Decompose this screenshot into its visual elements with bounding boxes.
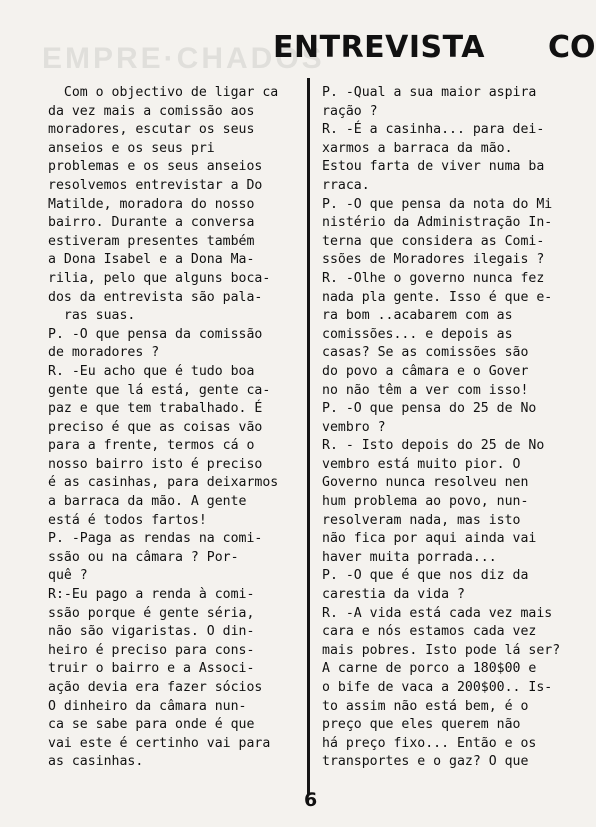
- text-line: resolvemos entrevistar a Do: [48, 177, 263, 193]
- text-line: as casinhas.: [48, 754, 144, 770]
- text-line: problemas e os seus anseios: [48, 159, 263, 175]
- column-divider: [307, 78, 310, 794]
- text-line: P. -O que pensa da nota do Mi: [322, 196, 553, 212]
- next-article-title-fragment: CO: [548, 30, 596, 65]
- text-line: do povo a câmara e o Gover: [322, 363, 529, 379]
- text-line: casas? Se as comissões são: [322, 345, 529, 361]
- text-line: o bife de vaca a 200$00.. Is-: [322, 680, 553, 695]
- text-line: nosso bairro isto é preciso: [48, 456, 263, 472]
- text-line: paz e que tem trabalhado. É: [48, 401, 263, 417]
- text-line: quê ?: [48, 568, 88, 584]
- text-line: anseios e os seus pri: [48, 140, 215, 156]
- text-line: resolveram nada, mas isto: [322, 512, 521, 528]
- text-line: P. -O que é que nos diz da: [322, 568, 529, 584]
- text-line: xarmos a barraca da mão.: [322, 140, 513, 156]
- text-line: ração ?: [322, 103, 378, 119]
- text-line: ra bom ..acabarem com as: [322, 308, 513, 324]
- text-line: preço que eles querem não: [322, 717, 521, 733]
- text-line: mais pobres. Isto pode lá ser?: [322, 642, 561, 658]
- text-line: vembro está muito pior. O: [322, 456, 521, 472]
- text-line: P. -O que pensa do 25 de No: [322, 401, 537, 417]
- text-line: hum problema ao povo, nun-: [322, 494, 529, 510]
- text-line: Governo nunca resolveu nen: [322, 475, 529, 491]
- text-line: Com o objectivo de ligar ca: [48, 85, 279, 100]
- text-line: bairro. Durante a conversa: [48, 215, 255, 231]
- text-line: nistério da Administração In-: [322, 215, 553, 231]
- text-line: R. -Eu acho que é tudo boa: [48, 363, 255, 379]
- text-line: vai este é certinho vai para: [48, 735, 271, 751]
- text-line: não são vigaristas. O din-: [48, 624, 255, 640]
- text-line: ação devia era fazer sócios: [48, 680, 263, 695]
- page-number: 6: [304, 789, 318, 811]
- text-line: R. -É a casinha... para dei-: [322, 122, 545, 138]
- text-line: P. -O que pensa da comissão: [48, 326, 263, 342]
- text-line: não fica por aqui ainda vai: [322, 531, 537, 547]
- text-line: R. -Olhe o governo nunca fez: [322, 270, 545, 286]
- text-line: ssão porque é gente séria,: [48, 605, 255, 621]
- text-line: R. -A vida está cada vez mais: [322, 605, 553, 621]
- article-column-right: [322, 84, 580, 772]
- text-line: R:-Eu pago a renda à comi-: [48, 587, 255, 603]
- text-line: nada pla gente. Isso é que e-: [322, 289, 553, 305]
- text-line: A carne de porco a 180$00 e: [322, 661, 537, 677]
- text-line: P. -Qual a sua maior aspira: [322, 85, 537, 100]
- text-line: ssão ou na câmara ? Por-: [48, 549, 239, 565]
- text-line: heiro é preciso para cons-: [48, 642, 255, 658]
- text-line: a Dona Isabel e a Dona Ma-: [48, 252, 255, 268]
- text-line: da vez mais a comissão aos: [48, 103, 255, 119]
- text-line: está é todos fartos!: [48, 512, 207, 528]
- text-line: to assim não está bem, é o: [322, 698, 529, 714]
- text-line: dos da entrevista são pala-: [48, 289, 263, 305]
- text-line: ras suas.: [48, 308, 136, 324]
- text-line: é as casinhas, para deixarmos: [48, 475, 279, 491]
- text-line: vembro ?: [322, 419, 386, 435]
- text-line: ca se sabe para onde é que: [48, 717, 255, 733]
- article-column-left: [48, 84, 300, 772]
- text-line: Matilde, moradora do nosso: [48, 196, 255, 212]
- text-line: haver muita porrada...: [322, 549, 497, 565]
- text-line: gente que lá está, gente ca-: [48, 382, 271, 398]
- text-line: P. -Paga as rendas na comi-: [48, 531, 263, 547]
- text-line: moradores, escutar os seus: [48, 122, 255, 138]
- text-line: truir o bairro e a Associ-: [48, 661, 255, 677]
- text-line: rraca.: [322, 177, 370, 193]
- text-line: terna que considera as Comi-: [322, 233, 545, 249]
- text-line: comissões... e depois as: [322, 326, 513, 342]
- text-line: O dinheiro da câmara nun-: [48, 698, 247, 714]
- text-line: ssões de Moradores ilegais ?: [322, 252, 545, 268]
- text-line: no não têm a ver com isso!: [322, 382, 529, 398]
- background-ghost-heading: EMPRE·CHADOS: [42, 42, 325, 75]
- text-line: preciso é que as coisas vão: [48, 419, 263, 435]
- page-title: ENTREVISTA: [273, 30, 485, 65]
- text-line: a barraca da mão. A gente: [48, 494, 247, 510]
- text-line: R. - Isto depois do 25 de No: [322, 438, 545, 454]
- text-line: estiveram presentes também: [48, 233, 255, 249]
- text-line: rilia, pelo que alguns boca-: [48, 270, 271, 286]
- text-line: de moradores ?: [48, 345, 160, 361]
- text-line: carestia da vida ?: [322, 587, 465, 603]
- text-line: cara e nós estamos cada vez: [322, 624, 537, 640]
- text-line: Estou farta de viver numa ba: [322, 159, 545, 175]
- text-line: há preço fixo... Então e os: [322, 735, 537, 751]
- text-line: para a frente, termos cá o: [48, 438, 255, 454]
- text-line: transportes e o gaz? O que: [322, 754, 529, 770]
